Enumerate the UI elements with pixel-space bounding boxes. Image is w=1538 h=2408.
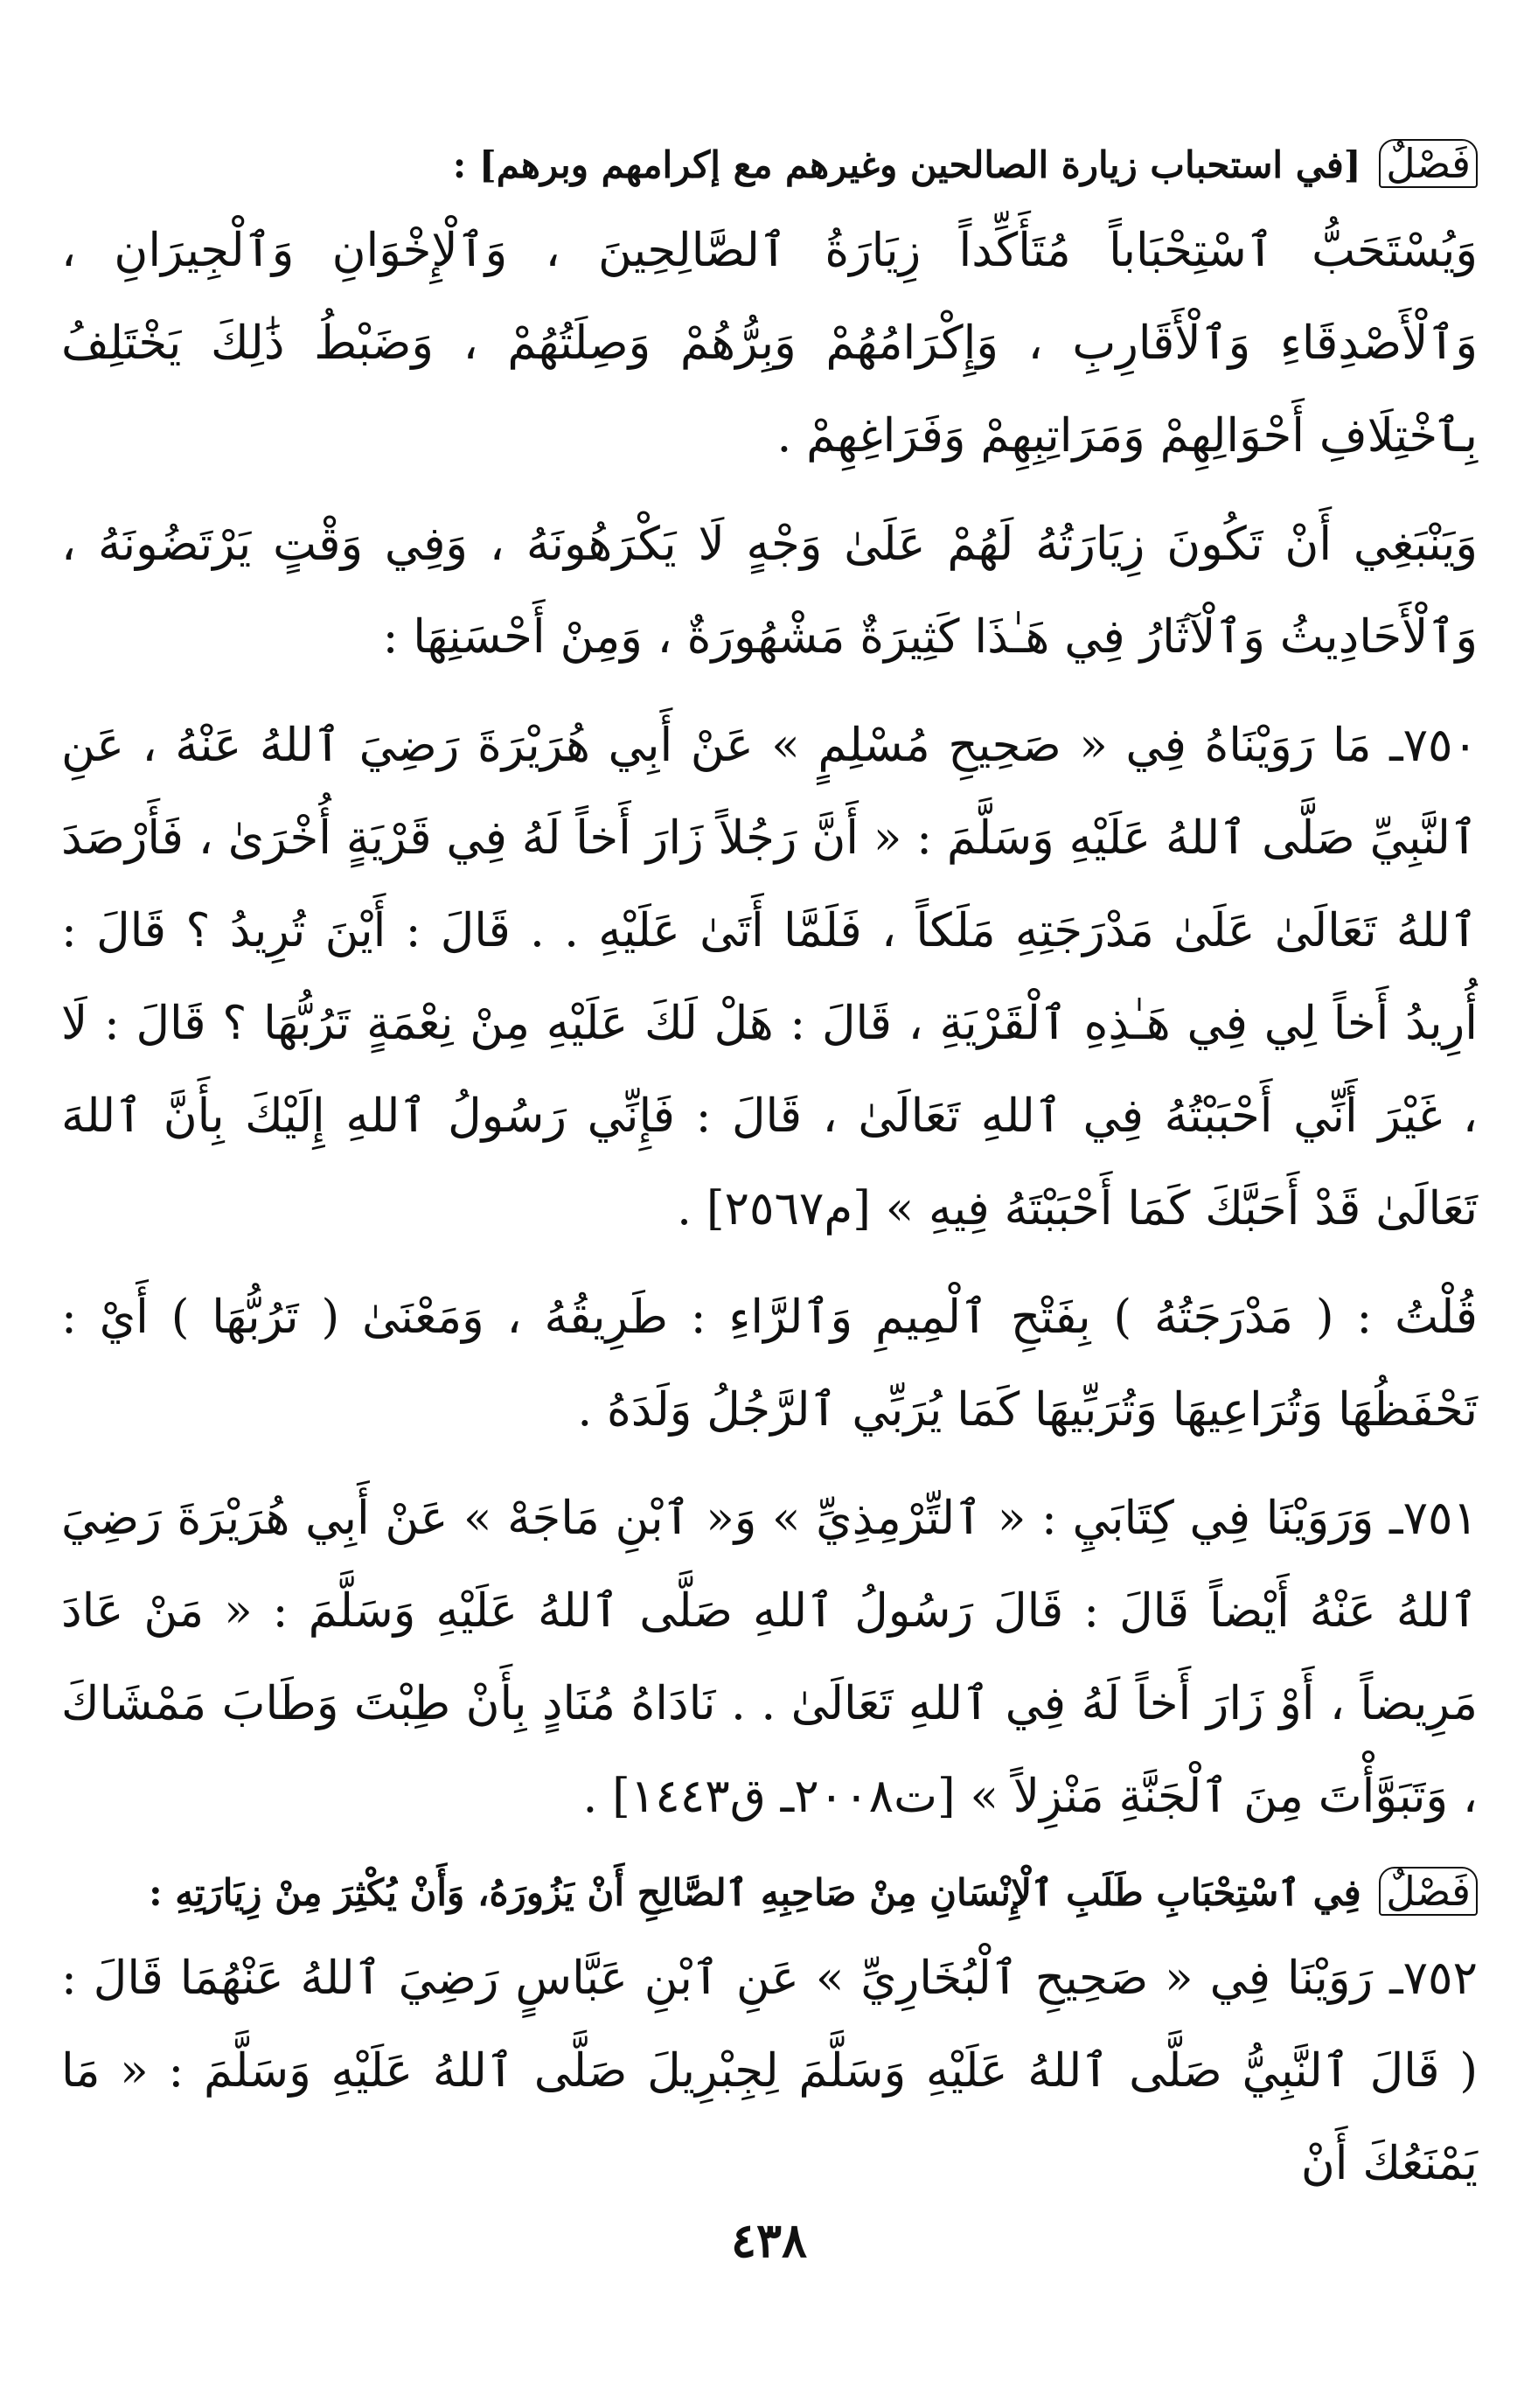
section-marker: فَصْلٌ — [1379, 1867, 1478, 1916]
page-number: ٤٣٨ — [730, 2212, 807, 2268]
section-heading-requesting-visit — [61, 1859, 1478, 1927]
section-marker: فَصْلٌ — [1379, 139, 1478, 188]
hadith-750: ٧٥٠ـ مَا رَوَيْنَاهُ فِي « صَحِيحِ مُسْلِمٍ » عَنْ أَبِي هُرَيْرَةَ رَضِيَ ٱللهُ عَنْهُ ، عَنِ ٱلنَّبِيِّ صَلَّى ٱللهُ عَلَيْهِ وَسَلَّمَ : « أَنَّ رَجُلاً زَارَ أَخاً لَهُ فِي قَرْيَةٍ أُخْرَىٰ ، فَأَرْصَدَ ٱللهُ تَعَالَىٰ عَلَىٰ مَدْرَجَتِهِ مَلَكاً ، فَلَمَّا أَتَىٰ عَلَيْهِ . . قَالَ : أَيْنَ تُرِيدُ ؟ قَالَ : أُرِيدُ أَخاً لِي فِي هَـٰذِهِ ٱلْقَرْيَةِ ، قَالَ : هَلْ لَكَ عَلَيْهِ مِنْ نِعْمَةٍ تَرُبُّهَا ؟ قَالَ : لَا ، غَيْرَ أَنِّي أَحْبَبْتُهُ فِي ٱللهِ تَعَالَىٰ ، قَالَ : فَإِنِّي رَسُولُ ٱللهِ إِلَيْكَ بِأَنَّ ٱللهَ تَعَالَىٰ قَدْ أَحَبَّكَ كَمَا أَحْبَبْتَهُ فِيهِ » [م٢٥٦٧] . — [61, 719, 1478, 1235]
page-body — [61, 131, 1478, 2226]
hadith-751: ٧٥١ـ وَرَوَيْنَا فِي كِتَابَيِ : « ٱلتِّرْمِذِيِّ » وَ« ٱبْنِ مَاجَهْ » عَنْ أَبِي هُرَيْرَةَ رَضِيَ ٱللهُ عَنْهُ أَيْضاً قَالَ : قَالَ رَسُولُ ٱللهِ صَلَّى ٱللهُ عَلَيْهِ وَسَلَّمَ : « مَنْ عَادَ مَرِيضاً ، أَوْ زَارَ أَخاً لَهُ فِي ٱللهِ تَعَالَىٰ . . نَادَاهُ مُنَادٍ بِأَنْ طِبْتَ وَطَابَ مَمْشَاكَ ، وَتَبَوَّأْتَ مِنَ ٱلْجَنَّةِ مَنْزِلاً » [ت٢٠٠٨ـ ق١٤٤٣] . — [61, 1492, 1478, 1823]
paragraph-manner: وَيَنْبَغِي أَنْ تَكُونَ زِيَارَتُهُ لَهُمْ عَلَىٰ وَجْهٍ لَا يَكْرَهُونَهُ ، وَفِي وَقْتٍ يَرْتَضُونَهُ ، وَٱلْأَحَادِيثُ وَٱلْآثَارُ فِي هَـٰذَا كَثِيرَةٌ مَشْهُورَةٌ ، وَمِنْ أَحْسَنِهَا : — [61, 518, 1478, 664]
section-title: فِي ٱسْتِحْبَابِ طَلَبِ ٱلْإِنْسَانِ مِنْ صَاحِبِهِ ٱلصَّالِحِ أَنْ يَزُورَهُ، وَأَنْ يُكْثِرَ مِنْ زِيَارَتِهِ : — [149, 1871, 1361, 1914]
section-heading-visiting-righteous — [61, 131, 1478, 199]
section-title: [في استحباب زيارة الصالحين وغيرهم مع إكرامهم وبرهم] : — [452, 143, 1361, 186]
paragraph-explanation: قُلْتُ : ( مَدْرَجَتُهُ ) بِفَتْحِ ٱلْمِيمِ وَٱلرَّاءِ : طَرِيقُهُ ، وَمَعْنَىٰ ( تَرُبُّهَا ) أَيْ : تَحْفَظُهَا وَتُرَاعِيهَا وَتُرَبِّيهَا كَمَا يُرَبِّي ٱلرَّجُلُ وَلَدَهُ . — [61, 1291, 1478, 1437]
hadith-752: ٧٥٢ـ رَوَيْنَا فِي « صَحِيحِ ٱلْبُخَارِيِّ » عَنِ ٱبْنِ عَبَّاسٍ رَضِيَ ٱللهُ عَنْهُمَا قَالَ : ( قَالَ ٱلنَّبِيُّ صَلَّى ٱللهُ عَلَيْهِ وَسَلَّمَ لِجِبْرِيلَ صَلَّى ٱللهُ عَلَيْهِ وَسَلَّمَ : « مَا يَمْنَعُكَ أَنْ — [61, 1952, 1478, 2190]
paragraph-intro: وَيُسْتَحَبُّ ٱسْتِحْبَاباً مُتَأَكِّداً زِيَارَةُ ٱلصَّالِحِينَ ، وَٱلْإِخْوَانِ وَٱلْجِيرَانِ ، وَٱلْأَصْدِقَاءِ وَٱلْأَقَارِبِ ، وَإِكْرَامُهُمْ وَبِرُّهُمْ وَصِلَتُهُمْ ، وَضَبْطُ ذَٰلِكَ يَخْتَلِفُ بِٱخْتِلَافِ أَحْوَالِهِمْ وَمَرَاتِبِهِمْ وَفَرَاغِهِمْ . — [61, 224, 1478, 463]
